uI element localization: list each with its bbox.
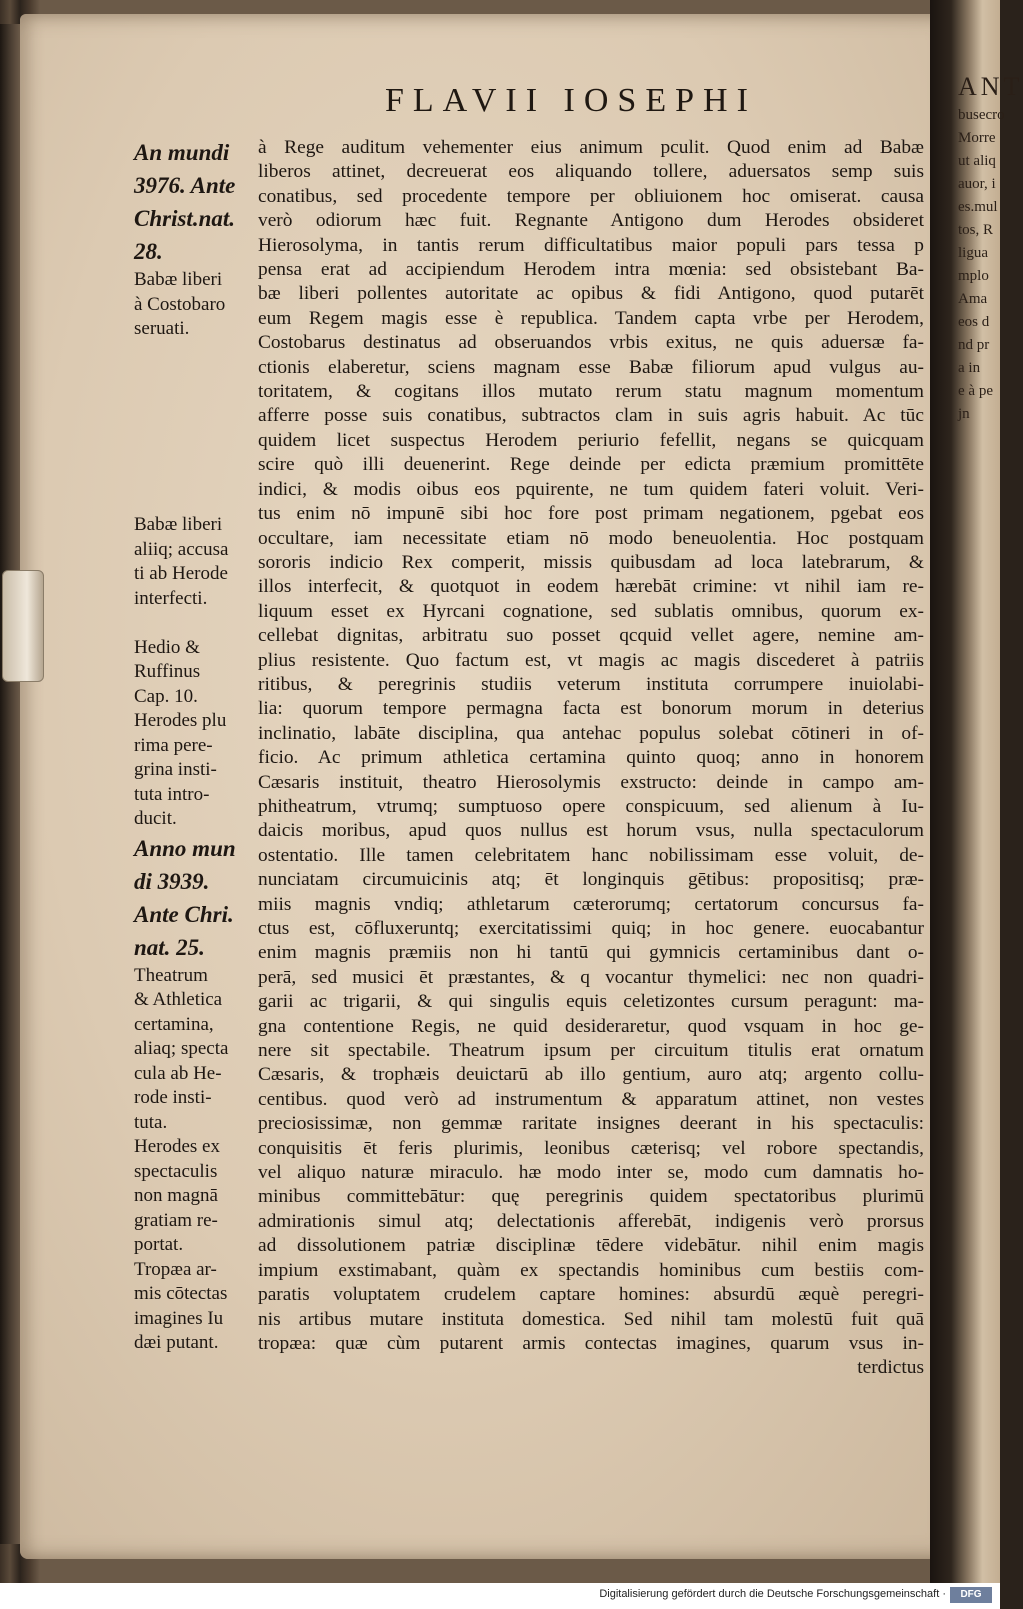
- text-line: verò odiorum hæc fuit. Regnante Antigono dum Herodes obsideret: [258, 210, 924, 232]
- margin-note-line: grina insti-: [134, 759, 217, 780]
- margin-note-line: spectaculis: [134, 1160, 218, 1182]
- text-line: lia: quorum tempore permagna facta est bonorum morum in deterius: [258, 698, 924, 720]
- margin-note-line: & Athletica: [134, 989, 223, 1010]
- text-line: nis artibus mutare instituta domestica. Sed nihil tam molestū fuit quā: [258, 1308, 924, 1330]
- margin-note-line: Herodes plu: [134, 710, 227, 731]
- facing-page-line: auor, i: [958, 176, 996, 192]
- margin-note-line: An mundi: [134, 140, 230, 165]
- facing-page-line: tos, R: [958, 222, 994, 238]
- text-line: Costobarus destinatus ad obseruandos vrbis exitus, ne quis aduersæ fa-: [258, 332, 924, 354]
- margin-note-line: rima pere-: [134, 734, 213, 756]
- facing-page-title: ANT: [958, 72, 1023, 101]
- margin-note-line: [134, 464, 262, 489]
- text-line: illos interfecit, & quotquot in eodem hærebāt crimine: vt nihil iam re-: [258, 576, 924, 598]
- digitization-footer: [0, 1583, 1000, 1609]
- text-line: à Rege auditum vehementer eius animum pculit. Quod enim ad Babæ: [258, 137, 924, 158]
- margin-note-line: Herodes ex: [134, 1136, 220, 1157]
- text-line: sororis indicio Rex comperit, missis quibusdam ad loca latebrarum, &: [258, 551, 924, 573]
- main-text: [258, 136, 924, 1381]
- margin-notes: [134, 136, 262, 1356]
- margin-note-line: seruati.: [134, 318, 190, 339]
- text-line: indici, & modis oibus eos pquirente, ne tum quidem fateri voluit. Veri-: [258, 478, 924, 500]
- text-line: ficio. Ac primum athletica certamina quinto quoq; anno in honorem: [258, 747, 924, 769]
- text-line: tus enim nō impunē sibi hoc fore post primam negationem, pgebat eos: [258, 503, 924, 525]
- margin-note-line: Cap. 10.: [134, 685, 198, 707]
- margin-note-line: [134, 440, 262, 465]
- text-line: perā, sed musici ēt præstantes, & q vocantur thymelici: nec non quadri-: [258, 966, 924, 988]
- margin-note-line: Ruffinus: [134, 661, 201, 682]
- facing-page-line: ut aliq: [958, 153, 996, 169]
- text-line: phitheatrum, vtrumq; sumptuoso opere conspicuum, sed alienum à Iu-: [258, 795, 924, 817]
- margin-note-line: [134, 342, 262, 367]
- text-line: enim magnis præmiis non hi tantū qui gymnicis certaminibus dant o-: [258, 942, 924, 964]
- facing-page-lines: [958, 104, 1005, 426]
- margin-note-line: Ante Chri.: [134, 901, 234, 927]
- text-line: occultare, iam necessitate etiam nō modo beneuolentia. Hoc postquam: [258, 527, 924, 549]
- margin-note-line: aliaq; specta: [134, 1038, 229, 1059]
- text-line: eum Regem magis esse è republica. Tandem capta vrbe per Herodem,: [258, 307, 924, 329]
- facing-page-line: jn: [958, 406, 970, 422]
- text-line: centibus. quod verò ad instrumentum & apparatum attinet, non vestes: [258, 1088, 924, 1110]
- margin-note-line: rode insti-: [134, 1087, 212, 1108]
- margin-note-line: Tropæa ar-: [134, 1258, 217, 1280]
- text-line: daicis moribus, apud quos nullus est horum vsus, nulla spectaculorum: [258, 820, 924, 842]
- text-line: liquum esset ex Hyrcani cognatione, sed sublatis omnibus, quorum ex-: [258, 600, 924, 622]
- text-line: pensa erat ad accipiendum Herodem intra mœnia: sed obsistebant Ba-: [258, 259, 924, 281]
- text-line: ctionis elaberetur, sciens magnam esse Babæ filiorum apud vulgus au-: [258, 356, 924, 378]
- margin-note-line: [134, 611, 262, 636]
- text-line: ctus est, cōfluxeruntq; exercitatissimi quiq; in hoc genere. euocabantur: [258, 918, 924, 939]
- text-line: Cæsaris instituit, theatro Hierosolymis exstructo: deinde in campo am-: [258, 771, 924, 793]
- text-line: preciosissimæ, non gemmæ raritate insignes deerant in his spectaculis:: [258, 1113, 924, 1135]
- page-clip: [2, 570, 44, 682]
- text-line: paratis voluptatem crudelem captare homines: absurdū æquè peregri-: [258, 1284, 924, 1306]
- margin-note-line: tuta intro-: [134, 783, 210, 805]
- margin-note-line: non magnā: [134, 1185, 218, 1206]
- text-line: Cæsaris, & trophæis deuictarū ab illo gentium, auro atq; argento collu-: [258, 1064, 924, 1086]
- text-line: minibus committebātur: quę peregrinis quidem spectatoribus plurimū: [258, 1186, 924, 1208]
- facing-page-line: e à pe: [958, 383, 993, 399]
- running-head: FLAVII IOSEPHI: [385, 82, 757, 119]
- margin-note-line: 3976. Ante: [134, 173, 236, 198]
- facing-page-line: Morre: [958, 130, 996, 146]
- margin-note-line: [134, 366, 262, 391]
- text-line: tropæa: quæ cùm putarent armis contectas imagines, quarum vsus in-: [258, 1332, 924, 1354]
- dfg-logo: DFG: [950, 1587, 992, 1603]
- text-line: ostentatio. Ille tamen celebritatem hanc nobilissimam esse voluit, de-: [258, 844, 924, 866]
- text-line: garii ac trigarii, & qui singulis equis celetizontes cursum peragunt: ma-: [258, 991, 924, 1013]
- margin-note-line: à Costobaro: [134, 293, 226, 315]
- text-line: quidem licet suspectus Herodem periurio fefellit, negans se quicquam: [258, 429, 924, 451]
- margin-note-line: tuta.: [134, 1111, 168, 1133]
- margin-note-line: cula ab He-: [134, 1062, 222, 1084]
- text-line: terdictus: [857, 1357, 924, 1379]
- text-line: impium exstimabant, quàm ex spectandis hominibus cum bestiis com-: [258, 1259, 924, 1281]
- facing-page-line: ligua: [958, 245, 988, 261]
- text-line: nunciatam circumuicinis atq; ēt longinquis gētibus: propositisq; præ-: [258, 869, 924, 891]
- text-line: ritibus, & peregrinis studiis veterum instituta corrumpere inuiolabi-: [258, 673, 924, 695]
- margin-note-line: Theatrum: [134, 964, 208, 986]
- facing-page-line: a in: [958, 360, 981, 376]
- text-line: toritatem, & cogitans illos mutato rerum statu magnum momentum: [258, 381, 924, 403]
- text-line: liberos attinet, decreuerat eos aliquando tollere, aduersatos semp suis: [258, 161, 924, 183]
- text-line: afferre posse suis conatibus, subtractos clam in suis agris habuit. Ac tūc: [258, 405, 924, 427]
- margin-note-line: portat.: [134, 1234, 184, 1255]
- margin-note-line: [134, 391, 262, 416]
- margin-note-line: [134, 489, 262, 514]
- text-line: nere sit spectabile. Theatrum ipsum per circuitum titulis erat ornatum: [258, 1040, 924, 1062]
- text-line: inclinatio, labāte disciplina, qua antehac populus solebat cōtineri in of-: [258, 722, 924, 744]
- text-line: ad dissolutionem patriæ disciplinæ tēdere videbātur. nihil enim magis: [258, 1235, 924, 1257]
- margin-note-line: Hedio &: [134, 636, 200, 658]
- facing-page-line: busecro: [958, 107, 1005, 123]
- margin-note-line: Anno mun: [134, 835, 236, 861]
- facing-page-line: es.mul: [958, 199, 998, 215]
- text-line: cellebat dignitas, arbitratu suo posset qcquid vellet agere, nemine am-: [258, 625, 924, 647]
- margin-note-line: aliiq; accusa: [134, 538, 229, 560]
- text-line: plius resistente. Quo factum est, vt magis ac magis discederet à patriis: [258, 649, 924, 671]
- margin-note-line: certamina,: [134, 1013, 214, 1035]
- text-line: conatibus, sed procedente tempore per obliuionem hoc omiserat. causa: [258, 185, 924, 207]
- facing-page-line: nd pr: [958, 337, 990, 353]
- margin-note-line: gratiam re-: [134, 1209, 218, 1231]
- facing-page-line: Ama: [958, 291, 988, 307]
- margin-note-line: imagines Iu: [134, 1307, 224, 1329]
- margin-note-line: Christ.nat.: [134, 206, 235, 231]
- facing-page-edge: [958, 60, 1023, 1560]
- footer-credit: Digitalisierung gefördert durch die Deutsche Forschungsgemeinschaft ·: [599, 1588, 946, 1600]
- margin-note-line: nat. 25.: [134, 934, 205, 960]
- text-line: admirationis simul atq; delectationis afferebāt, indigenis verò prorsus: [258, 1210, 924, 1232]
- margin-note-line: dæi putant.: [134, 1332, 219, 1353]
- text-line: vel aliquo naturæ miraculo. hæ modo inter se, modo cum damnatis ho-: [258, 1162, 924, 1184]
- text-line: conquisitis ēt feris plurimis, leonibus cæterisq; vel robore spectandis,: [258, 1137, 924, 1159]
- margin-note-line: ti ab Herode: [134, 563, 228, 584]
- margin-note-line: interfecti.: [134, 587, 208, 609]
- margin-note-line: di 3939.: [134, 868, 210, 894]
- text-line: bæ liberi pollentes autoritate ac opibus & fidi Antigono, quod putarēt: [258, 283, 924, 305]
- text-line: Hierosolyma, in tantis rerum difficultatibus maior populi pars tessa p: [258, 234, 924, 256]
- margin-note-line: 28.: [134, 239, 163, 264]
- margin-note-line: mis cōtectas: [134, 1283, 228, 1304]
- text-line: miis magnis vndiq; athletarum cæterorumq; certatorum concursus fa-: [258, 893, 924, 915]
- text-line: scire quò illi deuenerint. Rege deinde per edicta præmium promittēte: [258, 454, 924, 476]
- margin-note-line: Babæ liberi: [134, 514, 223, 535]
- facing-page-line: mplo: [958, 268, 989, 284]
- facing-page-line: eos d: [958, 314, 990, 330]
- margin-note-line: Babæ liberi: [134, 269, 223, 290]
- margin-note-line: ducit.: [134, 808, 177, 829]
- margin-note-line: [134, 415, 262, 440]
- text-line: gna contentione Regis, ne quid desideraretur, quod vsquam in hoc ge-: [258, 1015, 924, 1037]
